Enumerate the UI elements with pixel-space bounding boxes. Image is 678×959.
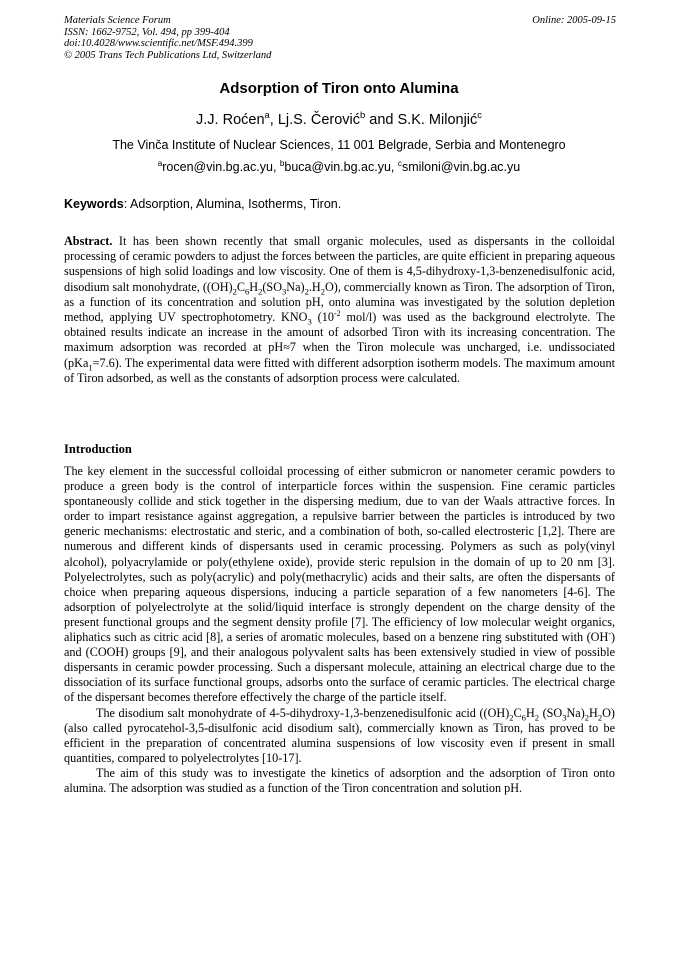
subscript: 2	[509, 711, 514, 722]
subscript: 6	[521, 711, 526, 722]
subscript: 2	[232, 286, 237, 297]
paragraph-text: The disodium salt monohydrate of 4-5-dihydroxy-1,3-benzenedisulfonic acid ((OH)	[96, 705, 510, 720]
copyright-line: © 2005 Trans Tech Publications Ltd, Switzerland	[64, 49, 272, 61]
subscript: 2	[258, 286, 263, 297]
abstract-text: =7.6). The experimental data were fitted with different adsorption isotherm models. The maximum amount of Tiron adsorbed, as well as the constants of adsorption process were calculated.	[64, 355, 615, 385]
paragraph-text: (SO	[539, 705, 563, 720]
paragraph	[64, 464, 615, 706]
journal-name: Materials Science Forum	[64, 15, 171, 26]
author-list	[0, 109, 678, 128]
abstract-text: H	[249, 279, 259, 294]
affiliation: The Vinča Institute of Nuclear Sciences, 11 001 Belgrade, Serbia and Montenegro	[112, 138, 566, 152]
abstract-text: (SO	[262, 279, 283, 294]
paragraph-text: ) and (COOH) groups [9], and their analogous polyvalent salts has been extensively studied in view of possible dispersants in ceramic powder processing. Such a dispersant molecule, attaining an electrical charge due to the dissociation of its surface functional groups, adsorbs onto the surface of ceramic particles. The electrical charge of the dispersant becomes therefore effectively the charge of the particle itself.	[64, 630, 615, 705]
email-mark: c	[397, 158, 402, 168]
paragraph: The aim of this study was to investigate the kinetics of adsorption and the adsorption of Tiron onto alumina. The adsorption was studied as a function of the Tiron concentration and solution pH.	[64, 765, 615, 795]
email-separator: ,	[272, 160, 280, 174]
keywords	[64, 197, 341, 211]
abstract-text: O), commercially known as Tiron. The adsorption of Tiron, as a function of its concentration and solution pH, onto alumina was investigated by the solution depletion method, applying UV spectrophotometry. KNO	[64, 279, 615, 325]
doi-line: doi:10.4028/www.scientific.net/MSF.494.399	[64, 38, 253, 49]
author-affil-mark: c	[477, 109, 482, 121]
section-heading-introduction: Introduction	[64, 442, 132, 456]
paragraph-text: H	[589, 705, 598, 720]
subscript: 3	[307, 316, 312, 327]
author-name: J.J. Roćen	[196, 112, 265, 128]
email-link[interactable]: smiloni@vin.bg.ac.yu	[401, 160, 521, 174]
email-mark: a	[157, 158, 163, 168]
keywords-text: : Adsorption, Alumina, Isotherms, Tiron.	[123, 197, 342, 211]
author-name: S.K. Milonjić	[397, 112, 478, 128]
paragraph	[64, 706, 615, 766]
subscript: 2	[320, 286, 325, 297]
superscript: -	[608, 628, 611, 638]
subscript: 1	[88, 362, 93, 373]
issn-line: ISSN: 1662-9752, Vol. 494, pp 399-404	[64, 26, 230, 38]
abstract-text: C	[236, 279, 246, 294]
subscript: 2	[597, 711, 603, 722]
subscript: 6	[245, 286, 250, 297]
email-link[interactable]: buca@vin.bg.ac.yu	[284, 160, 391, 174]
abstract-text: (10	[311, 310, 334, 325]
email-link[interactable]: rocen@vin.bg.ac.yu	[162, 160, 273, 174]
paragraph-text: Na)	[566, 705, 585, 720]
author-affil-mark: b	[360, 109, 366, 121]
paper-title: Adsorption of Tiron onto Alumina	[219, 80, 459, 97]
journal-header	[64, 15, 616, 61]
author-affil-mark: a	[264, 109, 270, 121]
email-mark: b	[279, 158, 285, 168]
paragraph-text: O) (also called pyrocatehol-3,5-disulfonic acid disodium salt), commercially known as Tiron, has proved to be efficient in the preparation of concentrated alumina suspensions of low viscosity even if present in small quantities, compared to polyelectrolytes [10-17].	[64, 705, 615, 765]
paragraph-text: C	[513, 705, 522, 720]
abstract-text: It has been shown recently that small organic molecules, used as dispersants in the colloidal processing of ceramic powders to adjust the forces between the particles, are quite efficient in preparing aqueous suspensions of high solid loadings and low viscosity. One of them is 4,5-dihydroxy-1,3-benzenedisulfonic acid, disodium salt monohydrate, ((OH)	[64, 234, 615, 294]
superscript: -2	[333, 308, 341, 318]
introduction-body	[64, 464, 615, 796]
subscript: 2	[584, 711, 590, 722]
paragraph-text: H	[525, 705, 535, 720]
abstract-label: Abstract.	[64, 234, 113, 248]
subscript: 2	[304, 286, 309, 297]
online-date: Online: 2005-09-15	[532, 15, 616, 26]
paragraph-text: The key element in the successful colloidal processing of either submicron or nanometer ceramic powders to produce a green body is the control of interparticle forces within the suspension. Fine ceramic particles spontaneously collide and stick together in the dispersing medium, due to van der Waals attractive forces. In order to impart resistance against aggregation, a repulsive barrier between the particles is introduced by two generic mechanisms: electrostatic and steric, and a combination of both, so-called electrosteric [1,2]. There are numerous and different kinds of dispersants used in ceramic processing. Polymers as such as poly(vinyl alcohol), polyacrylamide or poly(ethylene oxide), provide steric repulsion in the domain of up to 20 nm [3]. Polyelectrolytes, such as poly(acrylic) and poly(methacrylic) acids and their salts, are often the dispersants of choice when preparing aqueous dispersions, inducing a particle separation of a few nanometers [4-6]. The adsorption of polyelectrolyte at the solid/liquid interface is strongly dependent on the charge density of the present functional groups and the segment density profile [7]. The efficiency of low molecular weight organics, aliphatics such as citric acid [8], a series of aromatic molecules, based on a benzene ring substituted with (OH	[64, 464, 615, 645]
author-name: Lj.S. Čerović	[277, 112, 361, 128]
subscript: 2	[534, 711, 540, 722]
subscript: 3	[562, 711, 567, 722]
abstract-text: Na)	[286, 279, 305, 294]
email-separator: ,	[390, 160, 398, 174]
abstract-text: mol/l) was used as the background electrolyte. The obtained results indicate an increase in the amount of adsorbed Tiron with its increasing concentration. The maximum adsorption was recorded at pH≈7 when the Tiron molecule was uncharged, i.e. undissociated (pKa	[64, 310, 615, 370]
subscript: 3	[282, 286, 287, 297]
author-separator: ,	[269, 112, 278, 128]
author-separator: and	[365, 112, 398, 128]
abstract-text: .H	[308, 279, 321, 294]
keywords-label: Keywords	[64, 197, 124, 211]
abstract	[64, 234, 615, 386]
email-list	[0, 160, 678, 174]
